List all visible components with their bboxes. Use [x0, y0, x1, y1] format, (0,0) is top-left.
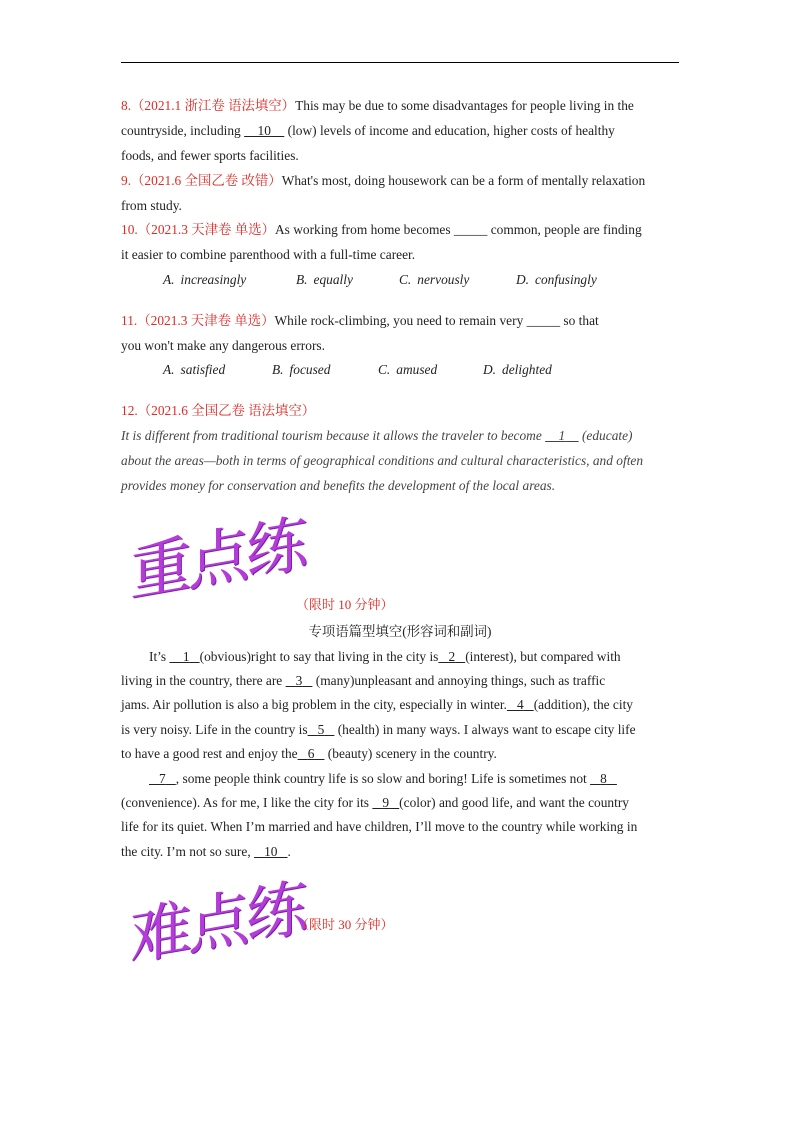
blank: 9	[382, 795, 390, 810]
passage-p1-line1: It’s 1 (obvious)right to say that living in the city is 2 (interest), but compared with	[149, 649, 621, 664]
passage-p1-line5: to have a good rest and enjoy the 6 (beauty) scenery in the country.	[121, 746, 497, 761]
passage-p2-line2: (convenience). As for me, I like the city for its 9 (color) and good life, and want the country	[121, 795, 629, 810]
time-limit-30: （限时 30 分钟）	[296, 917, 394, 932]
q10-line2: it easier to combine parenthood with a full-time career.	[121, 247, 416, 262]
q10-source: 10.（2021.3 天津卷 单选）	[121, 222, 275, 237]
blank: 10	[264, 844, 278, 859]
q12-source: 12.（2021.6 全国乙卷 语法填空）	[121, 403, 316, 418]
q11-line2: you won't make any dangerous errors.	[121, 338, 325, 353]
section-subtitle: 专项语篇型填空(形容词和副词)	[308, 624, 492, 639]
q8-line3: foods, and fewer sports facilities.	[121, 148, 299, 163]
q8-line1: 8.（2021.1 浙江卷 语法填空）This may be due to some disadvantages for people living in the	[121, 98, 634, 113]
q8-line2: countryside, including 10 (low) levels of income and education, higher costs of healthy	[121, 123, 615, 138]
q10-option-b: B. equally	[296, 272, 353, 287]
q12-line3: provides money for conservation and benefits the development of the local areas.	[121, 478, 556, 493]
passage-p1-line4: is very noisy. Life in the country is 5 (health) in many ways. I always want to escape city life	[121, 722, 636, 737]
q12-line2: about the areas—both in terms of geographical conditions and cultural characteristics, and often	[121, 453, 644, 468]
section-title-art-hard-practice: 难点练	[130, 870, 305, 975]
q10-line1: 10.（2021.3 天津卷 单选）As working from home becomes _____ common, people are finding	[121, 222, 642, 237]
q11-line1: 11.（2021.3 天津卷 单选）While rock-climbing, you need to remain very _____ so that	[121, 313, 599, 328]
header-rule	[121, 62, 679, 63]
passage-p1-line2: living in the country, there are 3 (many)unpleasant and annoying things, such as traffic	[121, 673, 606, 688]
passage-p2-line1: 7 , some people think country life is so slow and boring! Life is sometimes not 8	[121, 770, 617, 788]
passage-p1-line3: jams. Air pollution is also a big problem in the city, especially in winter. 4 (addition), the city	[121, 697, 634, 712]
q8-source: 8.（2021.1 浙江卷 语法填空）	[121, 98, 296, 113]
blank: 6	[307, 746, 315, 761]
blank: 4	[516, 697, 524, 712]
blank: 10	[257, 123, 271, 138]
q10-option-c: C. nervously	[399, 272, 470, 287]
blank: 1	[182, 649, 190, 664]
q11-option-d: D. delighted	[483, 362, 552, 377]
time-limit-10: （限时 10 分钟）	[296, 597, 394, 612]
q11-source: 11.（2021.3 天津卷 单选）	[121, 313, 275, 328]
q10-option-a: A. increasingly	[163, 272, 247, 287]
section-title-art-key-practice: 重点练	[130, 506, 305, 611]
blank: 2	[448, 649, 456, 664]
q10-option-d: D. confusingly	[516, 272, 597, 287]
q11-option-b: B. focused	[272, 362, 331, 377]
blank: 5	[317, 722, 325, 737]
q12-line1: It is different from traditional tourism because it allows the traveler to become 1 (educate)	[121, 428, 633, 443]
passage-p2-line3: life for its quiet. When I’m married and have children, I’ll move to the country while working in	[121, 819, 638, 834]
blank: 3	[295, 673, 303, 688]
q9-source: 9.（2021.6 全国乙卷 改错）	[121, 173, 282, 188]
q11-option-a: A. satisfied	[163, 362, 226, 377]
passage-p2-line4: the city. I’m not so sure, 10 .	[121, 844, 291, 859]
blank: 7	[159, 771, 166, 786]
blank: 1	[558, 428, 566, 443]
blank: 8	[600, 771, 607, 786]
q9-line1: 9.（2021.6 全国乙卷 改错）What's most, doing housework can be a form of mentally relaxation	[121, 173, 646, 188]
q9-line2: from study.	[121, 198, 182, 213]
q11-option-c: C. amused	[378, 362, 438, 377]
